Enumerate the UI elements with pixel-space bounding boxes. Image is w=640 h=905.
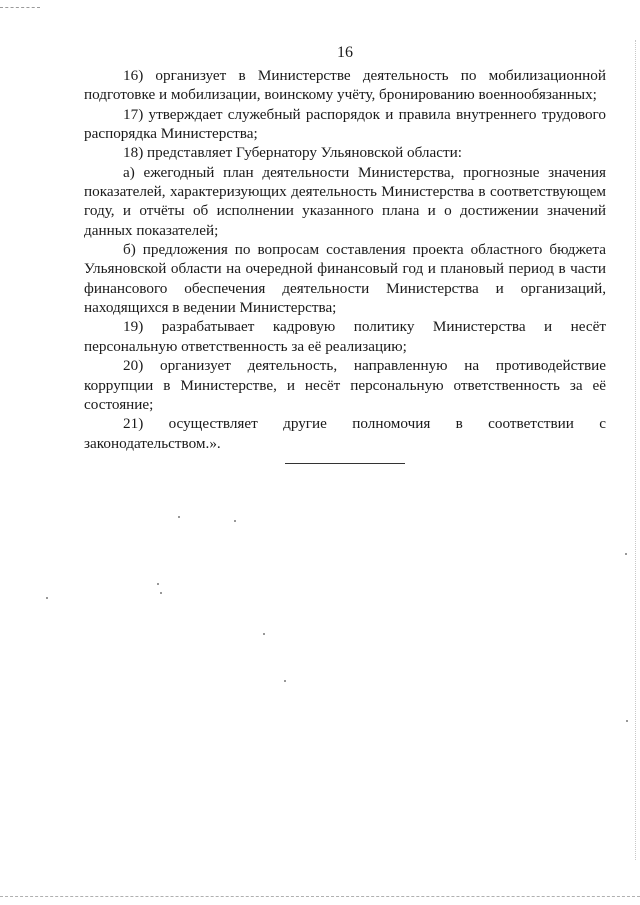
paragraph-21: 21) осуществляет другие полномочия в соответствии с законодательством.». <box>84 415 606 452</box>
scan-speck <box>626 720 628 722</box>
page-number: 16 <box>337 44 353 61</box>
paragraph-19: 19) разрабатывает кадровую политику Министерства и несёт персональную ответственность за её реализацию; <box>84 318 606 355</box>
scan-speck <box>178 516 180 518</box>
paragraph-18b: б) предложения по вопросам составления проекта областного бюджета Ульяновской области на очередной финансовый год и плановый период в части финансового обеспечения деятельности Министерства и организаций, находящихся в ведении Министерства; <box>84 241 606 317</box>
scan-speck <box>160 592 162 594</box>
scan-edge-right <box>635 40 636 860</box>
scan-speck <box>263 633 265 635</box>
closing-rule <box>285 463 405 464</box>
scan-speck <box>234 520 236 522</box>
scan-edge-top <box>0 7 40 8</box>
paragraph-18a: а) ежегодный план деятельности Министерства, прогнозные значения показателей, характеризующих деятельность Министерства в соответствующем году, и отчёты об исполнении указанного плана и о достижении значений данных показателей; <box>84 163 606 239</box>
scan-speck <box>284 680 286 682</box>
paragraph-16: 16) организует в Министерстве деятельность по мобилизационной подготовке и мобилизации, воинскому учёту, бронированию военнообязанных; <box>84 67 606 104</box>
paragraph-18: 18) представляет Губернатору Ульяновской области: <box>123 144 462 162</box>
scan-speck <box>625 553 627 555</box>
document-body <box>84 66 606 453</box>
scan-speck <box>46 597 48 599</box>
paragraph-17: 17) утверждает служебный распорядок и правила внутреннего трудового распорядка Министерства; <box>84 105 606 143</box>
paragraph-20: 20) организует деятельность, направленную на противодействие коррупции в Министерстве, и несёт персональную ответственность за её состояние; <box>84 357 606 413</box>
scan-edge-bottom <box>0 896 640 897</box>
scan-speck <box>157 583 159 585</box>
